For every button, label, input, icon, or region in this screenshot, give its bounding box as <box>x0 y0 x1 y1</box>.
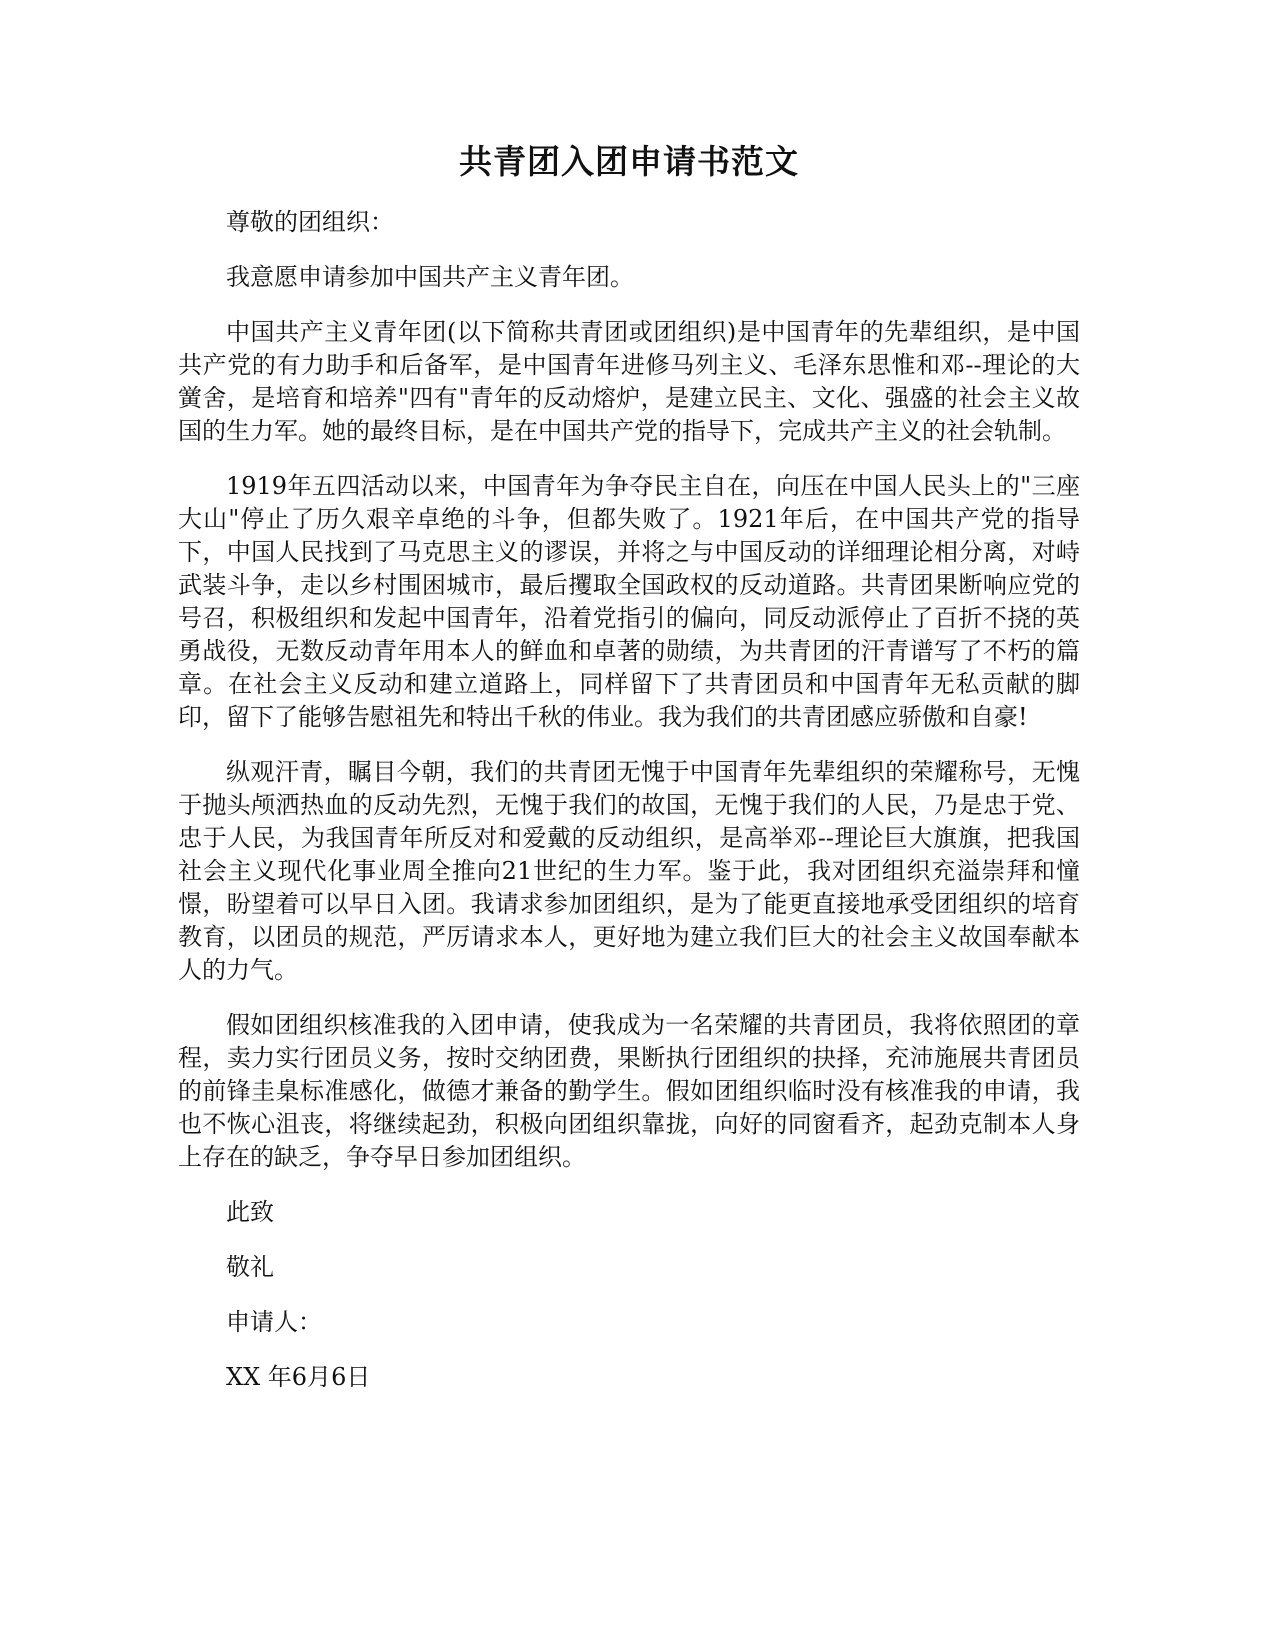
document-page <box>178 140 1080 1416</box>
intro-line: 我意愿申请参加中国共产主义青年团。 <box>226 263 634 291</box>
salutation: 尊敬的团组织： <box>226 208 394 236</box>
body-paragraph-1: 中国共产主义青年团(以下简称共青团或团组织)是中国青年的先辈组织，是中国共产党的有力助手和后备军，是中国青年进修马列主义、毛泽东思惟和邓--理论的大黉舍，是培育和培养"四有"青年的反动熔炉，是建立民主、文化、强盛的社会主义故国的生力军。她的最终目标，是在中国共产党的指导下，完成共产主义的社会轨制。 <box>178 318 1080 445</box>
regards: 敬礼 <box>226 1253 274 1281</box>
body-paragraph-2: 1919年五四活动以来，中国青年为争夺民主自在，向压在中国人民头上的"三座大山"停止了历久艰辛卓绝的斗争，但都失败了。1921年后，在中国共产党的指导下，中国人民找到了马克思主义的谬误，并将之与中国反动的详细理论相分离，对峙武装斗争，走以乡村围困城市，最后攫取全国政权的反动道路。共青团果断响应党的号召，积极组织和发起中国青年，沿着党指引的偏向，同反动派停止了百折不挠的英勇战役，无数反动青年用本人的鲜血和卓著的勋绩，为共青团的汗青谱写了不朽的篇章。在社会主义反动和建立道路上，同样留下了共青团员和中国青年无私贡献的脚印，留下了能够告慰祖先和特出千秋的伟业。我为我们的共青团感应骄傲和自豪! <box>178 472 1080 731</box>
document-title: 共青团入团申请书范文 <box>459 142 799 181</box>
applicant-label: 申请人： <box>226 1308 322 1336</box>
body-paragraph-3: 纵观汗青，瞩目今朝，我们的共青团无愧于中国青年先辈组织的荣耀称号，无愧于抛头颅洒热血的反动先烈，无愧于我们的故国，无愧于我们的人民，乃是忠于党、忠于人民，为我国青年所反对和爱戴的反动组织，是高举邓--理论巨大旗旗，把我国社会主义现代化事业周全推向21世纪的生力军。鉴于此，我对团组织充溢崇拜和憧憬，盼望着可以早日入团。我请求参加团组织，是为了能更直接地承受团组织的培育教育，以团员的规范，严厉请求本人，更好地为建立我们巨大的社会主义故国奉献本人的力气。 <box>178 758 1080 984</box>
closing: 此致 <box>226 1198 274 1226</box>
date-line: XX 年6月6日 <box>226 1363 371 1391</box>
body-paragraph-4: 假如团组织核准我的入团申请，使我成为一名荣耀的共青团员，我将依照团的章程，卖力实行团员义务，按时交纳团费，果断执行团组织的抉择，充沛施展共青团员的前锋圭臬标准感化，做德才兼备的勤学生。假如团组织临时没有核准我的申请，我也不恢心沮丧，将继续起劲，积极向团组织靠拢，向好的同窗看齐，起劲克制本人身上存在的缺乏，争夺早日参加团组织。 <box>178 1011 1080 1171</box>
